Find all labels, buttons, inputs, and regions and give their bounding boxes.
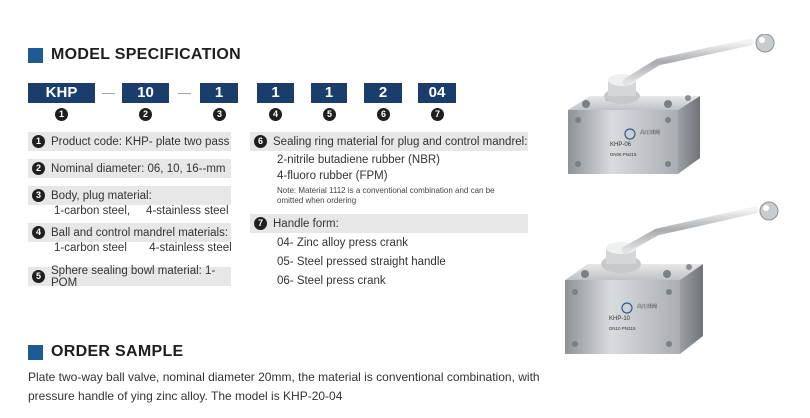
- spec-label: Nominal diameter: 06, 10, 16--mm: [51, 162, 226, 175]
- code-dash: —: [102, 85, 115, 100]
- spec-number: 2: [32, 162, 45, 175]
- spec-label: Body, plug material:: [51, 189, 152, 202]
- code-number-1: 1: [55, 108, 68, 121]
- code-box-ball: 1: [257, 83, 294, 103]
- spec-body-material: [28, 186, 231, 205]
- spec-number: 5: [32, 270, 45, 283]
- spec-label: Handle form:: [273, 217, 339, 230]
- code-box-khp: KHP: [28, 83, 95, 103]
- handle-knob: [760, 202, 778, 220]
- spec-sphere-material: [28, 264, 231, 289]
- svg-text:高压球阀: 高压球阀: [637, 304, 658, 310]
- order-sample-title: ORDER SAMPLE: [51, 343, 184, 360]
- spec-number: 7: [254, 217, 267, 230]
- spec-label: Product code: KHP- plate two pass: [51, 135, 230, 148]
- valve-plate-subtext: DN10 PN315: [609, 326, 636, 331]
- code-dash: —: [178, 85, 191, 100]
- heading-square-icon: [28, 345, 43, 360]
- code-box-sphere: 1: [311, 83, 347, 103]
- code-number-4: 4: [269, 108, 282, 121]
- spec-ball-material: [28, 223, 231, 242]
- valve-plate-text: KHP-06: [610, 142, 632, 148]
- handle-knob: [756, 34, 774, 52]
- handle-option-06: 06- Steel press crank: [277, 275, 386, 287]
- code-number-3: 3: [213, 108, 226, 121]
- spec-number: 4: [32, 226, 45, 239]
- code-number-7: 7: [431, 108, 444, 121]
- order-sample-text: Plate two-way ball valve, nominal diameter 20mm, the material is conventional combination, with pressure handle of ying zinc alloy. The model is KHP-20-04: [28, 370, 540, 403]
- seal-note: Note: Material 1112 is a conventional combination and can be omitted when ordering: [277, 186, 495, 205]
- valve-image-khp10: [555, 200, 790, 360]
- code-box-seal: 2: [364, 83, 402, 103]
- spec-nominal-diameter: [28, 159, 231, 178]
- spec-label: Sealing ring material for plug and control mandrel:: [273, 135, 528, 148]
- valve-plate-text: KHP-10: [609, 316, 631, 322]
- code-number-5: 5: [323, 108, 336, 121]
- seal-option-nbr: 2-nitrile butadiene rubber (NBR): [277, 154, 440, 166]
- svg-text:高压球阀: 高压球阀: [640, 130, 661, 136]
- seal-option-fpm: 4-fluoro rubber (FPM): [277, 170, 388, 182]
- spec-body-options: 1-carbon steel, 4-stainless steel: [54, 205, 229, 217]
- spec-label: Sphere sealing bowl material: 1-POM: [51, 264, 216, 289]
- code-box-diameter: 10: [122, 83, 169, 103]
- spec-number: 1: [32, 135, 45, 148]
- code-box-body: 1: [200, 83, 238, 103]
- handle-option-04: 04- Zinc alloy press crank: [277, 237, 409, 249]
- spec-seal-material: [250, 132, 528, 151]
- spec-product-code: [28, 132, 231, 151]
- model-spec-title: MODEL SPECIFICATION: [51, 46, 242, 63]
- model-spec-heading: [28, 46, 241, 64]
- spec-ball-options: 1-carbon steel 4-stainless steel: [54, 242, 232, 254]
- code-box-handle: 04: [418, 83, 456, 103]
- heading-square-icon: [28, 48, 43, 63]
- handle-option-05: 05- Steel pressed straight handle: [277, 256, 446, 268]
- valve-plate-subtext: DN06 PN315: [610, 152, 637, 157]
- code-number-2: 2: [139, 108, 152, 121]
- spec-number: 3: [32, 189, 45, 202]
- spec-number: 6: [254, 135, 267, 148]
- valve-image-khp06: [560, 34, 790, 184]
- code-number-6: 6: [377, 108, 390, 121]
- spec-label: Ball and control mandrel materials:: [51, 226, 229, 239]
- spec-handle-form: [250, 214, 528, 233]
- order-sample-heading: [28, 343, 184, 361]
